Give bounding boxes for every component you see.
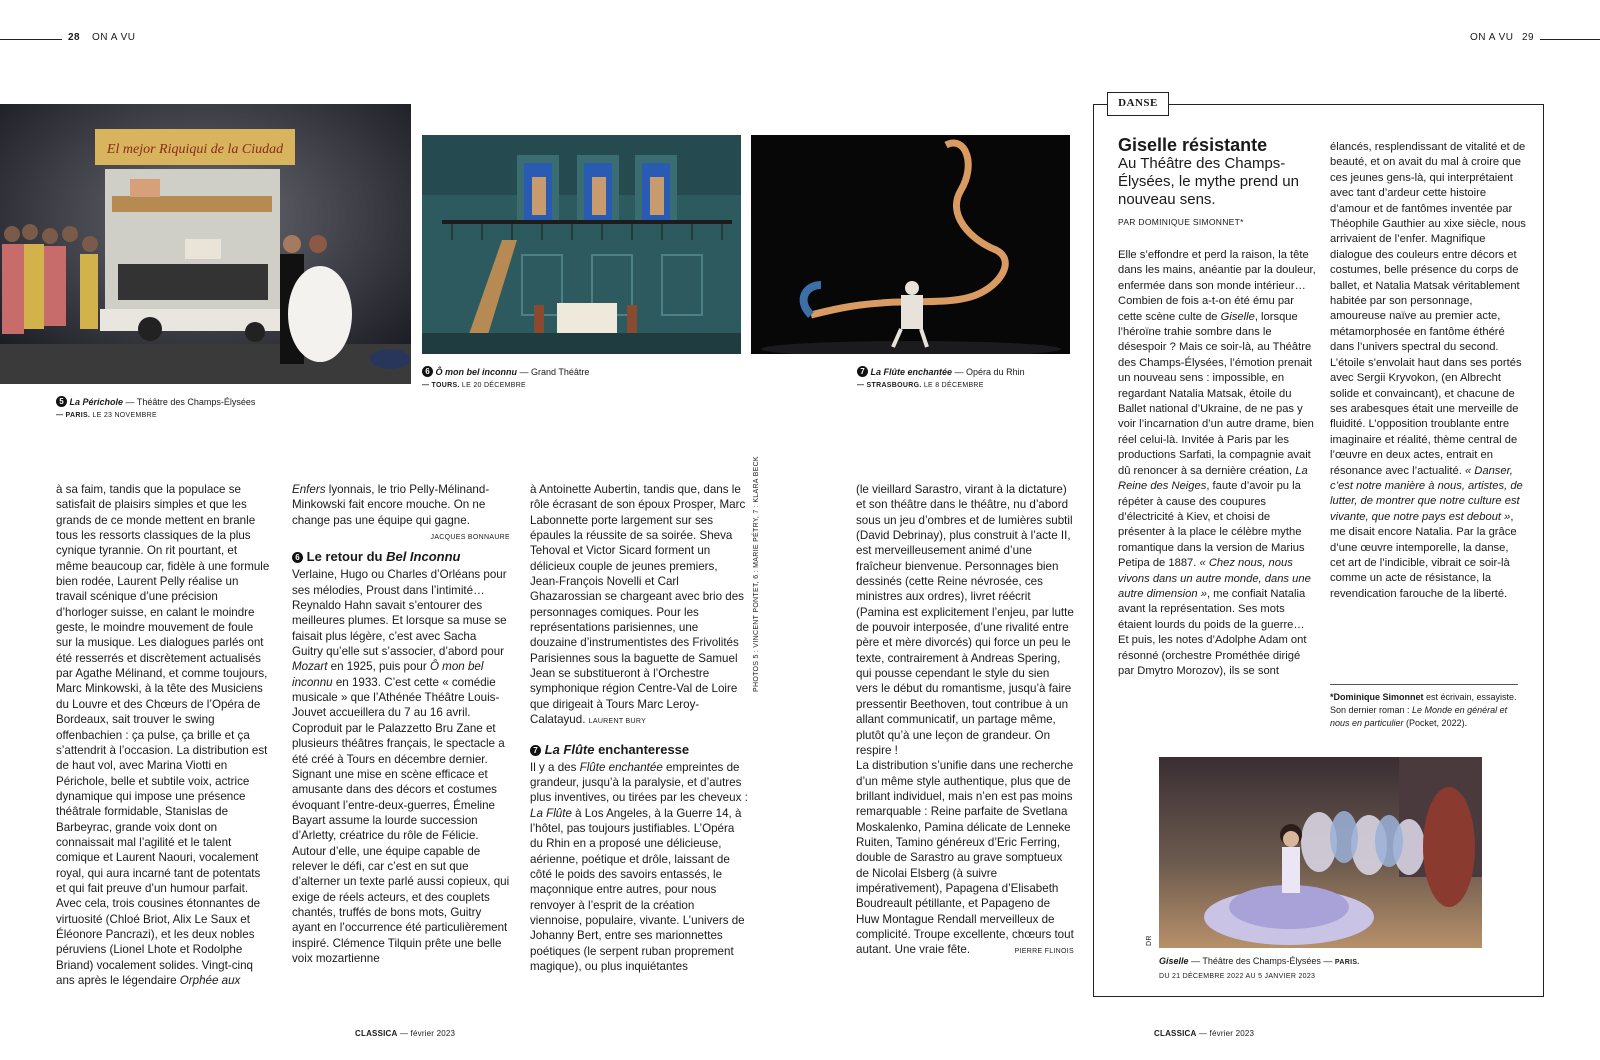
caption-number-5: 5 [56,396,67,407]
caption-title: La Périchole [69,397,124,407]
heading-number-6: 6 [292,552,303,563]
paragraph: Enfers lyonnais, le trio Pelly-Mélinand-Minkowski fait encore mouche. On ne change pas une équipe qui gagne. [292,483,490,527]
caption-o-mon-bel-inconnu [422,366,742,392]
paragraph: à sa faim, tandis que la populace se satisfait de plaisirs simples et que les grands de ce monde mettent en branle tous les ressorts classiques de la plus cynique tyrannie. On rit pourtant, et même beaucoup car, fidèle à une formule bien rodée, Laurent Pelly réalise un travail scénique d’une précision d’horloger suisse, en calant le moindre geste, le moindre mouvement de foule sur la musique. Les dialogues parlés ont été resserrés et discrètement actualisés par Agathe Mélinand, et comme toujours, Marc Minkowski, à la tête des Musiciens du Louvre et des Chœurs de l’Opéra de Bordeaux, sait trouver le swing offenbachien : ça pulse, ça brille et ça s’attendrit à l’occasion. La distribution est de haut vol, avec Marina Viotti en Périchole, belle et subtile voix, actrice dynamique qui impose une présence théâtrale formidable, Stanislas de Barbeyrac, grande voix dont on connaissait mal l’agilité et le talent comique et Laurent Naouri, vocalement royal, qui aura incarné tant de potentats et qui fait preuve d’un humour parfait. Avec cela, trois cousines étonnantes de virtuosité (Chloé Briot, Alix Le Saux et Éléonore Pancrazi), et les deux nobles péruviens (Lionel Lhote et Rodolphe Briand) vocalement solides. Vingt-cinq ans après le légendaire Orphée aux [56,483,270,987]
paragraph: Il y a des Flûte enchantée empreintes de grandeur, jusqu’à la paralysie, et d’autres plus inventives, ou tirées par les cheveux : La Flûte à Los Angeles, à la Guerre 14, à l’hôtel, pas toujours justifiables. L’Opéra du Rhin en a proposé une délicieuse, aérienne, poétique et drôle, laissant de côté le poids des savoirs entassés, le maçonnique entre autres, pour nous renvoyer à l’esprit de la création viennoise, populaire, vivante. L’univers de Johanny Bert, entre ses marionnettes poétiques (le serpent ruban proprement magique), ou plus inquiétantes [530,760,748,973]
heading-number-7: 7 [530,745,541,756]
header-rule-left [0,39,62,40]
section-heading: 6 Le retour du Bel Inconnu [292,549,510,565]
caption-venue: — Opéra du Rhin [952,367,1025,377]
paragraph: élancés, resplendissant de vitalité et de beauté, et on avait du mal à croire que ces jeunes gens-là, qui interprétaient avec tant d’ardeur cette histoire d’amour et de fantômes inventée par Théophile Gauthier au xixe siècle, nous arrivaient de l’enfer. Magnifique dialogue des couleurs entre décors et costumes, belle présence du corps de ballet, et Natalia Matsak véritablement habitée par son personnage, amoureuse naïve au premier acte, métamorphosée en fantôme éthéré dans l’univers spectral du second. L’étoile s’envolait haut dans ses portés avec Sergii Kryvokon, (en Albrecht solide et convaincant), et chacune de ses arabesques était une merveille de fluidité. L’opposition troublante entre imaginaire et réalité, thème central de l’œuvre en deux actes, entrait en résonance avec l’actualité. « Danser, c’est notre manière à nous, artistes, de lutter, de montrer que notre culture est vivante, que notre pays est debout », me disait encore Natalia. Par la grâce d’une œuvre intemporelle, la danse, cet art de l’indicible, vibrait ce soir-là comme un acte de résistance, la revendication farouche de la liberté. [1330,141,1526,600]
article-column-1 [56,482,271,988]
author-footnote: *Dominique Simonnet est écrivain, essayiste. Son dernier roman : Le Monde en général et nous en particulier (Pocket, 2022). [1330,692,1517,728]
article-column-2 [292,482,510,966]
author-credit: PIERRE FLINOIS [1014,948,1074,956]
section-label-left: ON A VU [92,32,136,43]
photo-la-flute-enchantee-image [751,135,1070,354]
caption-giselle: Giselle — Théâtre des Champs-Élysées — PARIS. DU 21 DÉCEMBRE 2022 AU 5 JANVIER 2023 [1159,956,1360,980]
footnote-rule [1330,684,1518,685]
caption-number-6: 6 [422,366,433,377]
photo-la-perichole-image [0,104,411,384]
caption-venue: — Grand Théâtre [517,367,590,377]
sidebar-byline: PAR DOMINIQUE SIMONNET* [1118,217,1244,227]
page-number-left: 28 [68,32,81,43]
section-badge: DANSE [1107,92,1169,116]
sidebar-column-1 [1118,248,1318,679]
caption-venue: — Théâtre des Champs-Élysées [123,397,256,407]
footer-right: CLASSICA — février 2023 [1154,1029,1255,1038]
caption-title: Ô mon bel inconnu [435,367,518,377]
article-column-4 [856,482,1074,960]
caption-sub: — PARIS. LE 23 NOVEMBRE [56,412,157,419]
photo-o-mon-bel-inconnu-image [422,135,741,354]
caption-la-perichole [56,396,356,422]
caption-venue: — Théâtre des Champs-Élysées — [1188,956,1335,966]
paragraph: Elle s’effondre et perd la raison, la tête dans les mains, anéantie par la douleur, enfermée dans son monde intérieur… Combien de fois a-t-on été ému par cette scène culte de Giselle, lorsque l’héroïne trahie sombre dans le désespoir ? Mais ce soir-là, au Théâtre des Champs-Élysées, l’émotion prenait un nouveau sens : impossible, en regardant Natalia Matsak, étoile du Ballet national d’Ukraine, de ne pas y voir l’incarnation d’un autre drame, bien réel celui-là. Invitée à Paris par les productions Sarfati, la compagnie avait dû renoncer à sa dernière création, La Reine des Neiges, faute d’avoir pu la répéter à cause des coupures d’électricité à Kiev, et choisi de présenter à la place le célèbre mythe romantique dans la version de Marius Petipa de 1887. « Chez nous, nous vivons dans un autre monde, dans une autre dimension », me confiait Natalia avant la représentation. Ses mots étaient lourds du poids de la guerre… Et puis, les notes d’Adolphe Adam ont résonné (orchestre Prométhée dirigé par Dmytro Morozov), ils se sont [1118,249,1316,677]
page-number-right: 29 [1522,32,1535,43]
caption-dates: DU 21 DÉCEMBRE 2022 AU 5 JANVIER 2023 [1159,973,1316,980]
photo-o-mon-bel-inconnu [422,135,741,354]
photo-credits-vertical: PHOTOS 5 : VINCENT PONTET, 6 : MARIE PÉTRY, 7 : KLARA BECK [753,456,760,692]
photo-credit-giselle: DR [1146,935,1153,946]
caption-title: La Flûte enchantée [870,367,953,377]
section-heading: 7 La Flûte enchanteresse [530,742,748,758]
section-label-right: ON A VU [1470,32,1514,43]
author-credit: JACQUES BONNAURE [430,534,510,542]
article-column-3 [530,482,748,974]
banner-sign: El mejor Riquiqui de la Ciudad [106,142,284,157]
author-credit: LAURENT BURY [588,718,647,726]
caption-sub: — TOURS. LE 20 DÉCEMBRE [422,382,527,389]
caption-title: Giselle [1159,956,1189,966]
caption-number-7: 7 [857,366,868,377]
sidebar-title: Giselle résistante [1118,135,1268,155]
paragraph: Verlaine, Hugo ou Charles d’Orléans pour ses mélodies, Proust dans l’intimité… Reynaldo Hahn savait s’entourer des meilleures plumes. Et lorsque sa muse se faisait plus légère, c’est avec Sacha Guitry qu’elle sut s’associer, d’abord pour Mozart en 1925, puis pour Ô mon bel inconnu en 1933. C’est cette « comédie musicale » que l’Athénée Théâtre Louis-Jouvet accueillera du 7 au 16 avril. Coproduit par le Palazzetto Bru Zane et plusieurs théâtres français, le spectacle a été créé à Tours en décembre dernier. Signant une mise en scène efficace et amusante dans des décors et costumes évoquant l’entre-deux-guerres, Émeline Bayart assume la lourde succession d’Arletty, créatrice du rôle de Félicie. Autour d’elle, une équipe capable de relever le défi, car c’est en sut que d’alterner un texte parlé aussi copieux, qui exige de réels acteurs, et des couplets chantés, truffés de bons mots, Guitry ayant en l’occurrence été particulièrement inspiré. Clémence Tilquin prête une belle voix mozartienne [292,568,510,965]
photo-giselle [1159,757,1482,948]
paragraph: (le vieillard Sarastro, virant à la dictature) et son théâtre dans le théâtre, nu d’abord sous un jeu d’ombres et de lumières subtil (David Debrinay), plus construit à l’acte II, est merveilleusement animé d’une fraîcheur bienvenue. Personnages bien dessinés (cette Reine névrosée, ces ministres aux ordres), livret réécrit (Pamina est explicitement l’enjeu, par lutte de pouvoir interposée, d’une rivalité entre père et mère divorcés) qui force un peu le texte, contrairement à Andreas Spering, qui pousse cependant le style du sien vers le début du romantisme, jusqu’à faire pressentir Beethoven, tout contribue à un allant communicatif, un partage même, plutôt qu’à une leçon de grandeur. On respire ! [856,483,1074,757]
photo-la-flute-enchantee [751,135,1070,354]
caption-la-flute-enchantee [857,366,1097,392]
photo-la-perichole [0,104,411,384]
paragraph: La distribution s’unifie dans une recherche d’un même style authentique, plus que de brillant individuel, mais n’en est pas moins remarquable : Reine parfaite de Svetlana Moskalenko, Pamina délicate de Lenneke Ruiten, Tamino généreux d’Eric Ferring, double de Sarastro au grave somptueux de Nicolai Elsberg (à suivre impérativement), Papagena d’Elisabeth Boudreault pétillante, et Papageno de Huw Montague Rendall merveilleux de complicité. Troupe excellente, chœurs tout autant. Une vraie fête. PIERRE FLINOIS [856,758,1074,957]
paragraph: à Antoinette Aubertin, tandis que, dans le rôle écrasant de son époux Prosper, Marc Labonnette porte largement sur ses épaules la réussite de sa soirée. Sheva Tehoval et Victor Sicard forment un délicieux couple de jeunes premiers, Jean-François Novelli et Carl Ghazarossian se chargeant avec brio des personnages comiques. Pour les représentations parisiennes, une douzaine d’instrumentistes des Frivolités Parisiennes sous la baguette de Samuel Jean se substitueront à l’Orchestre symphonique région Centre-Val de Loire que dirigeait à Tours Marc Leroy-Calatayud. LAURENT BURY [530,483,746,727]
caption-sub: — STRASBOURG. LE 8 DÉCEMBRE [857,382,984,389]
sidebar-column-2 [1330,140,1526,602]
header-rule-right [1540,39,1600,40]
footer-left: CLASSICA — février 2023 [355,1029,456,1038]
photo-giselle-image [1159,757,1482,948]
sidebar-deck: Au Théâtre des Champs-Élysées, le mythe prend un nouveau sens. [1118,155,1299,208]
